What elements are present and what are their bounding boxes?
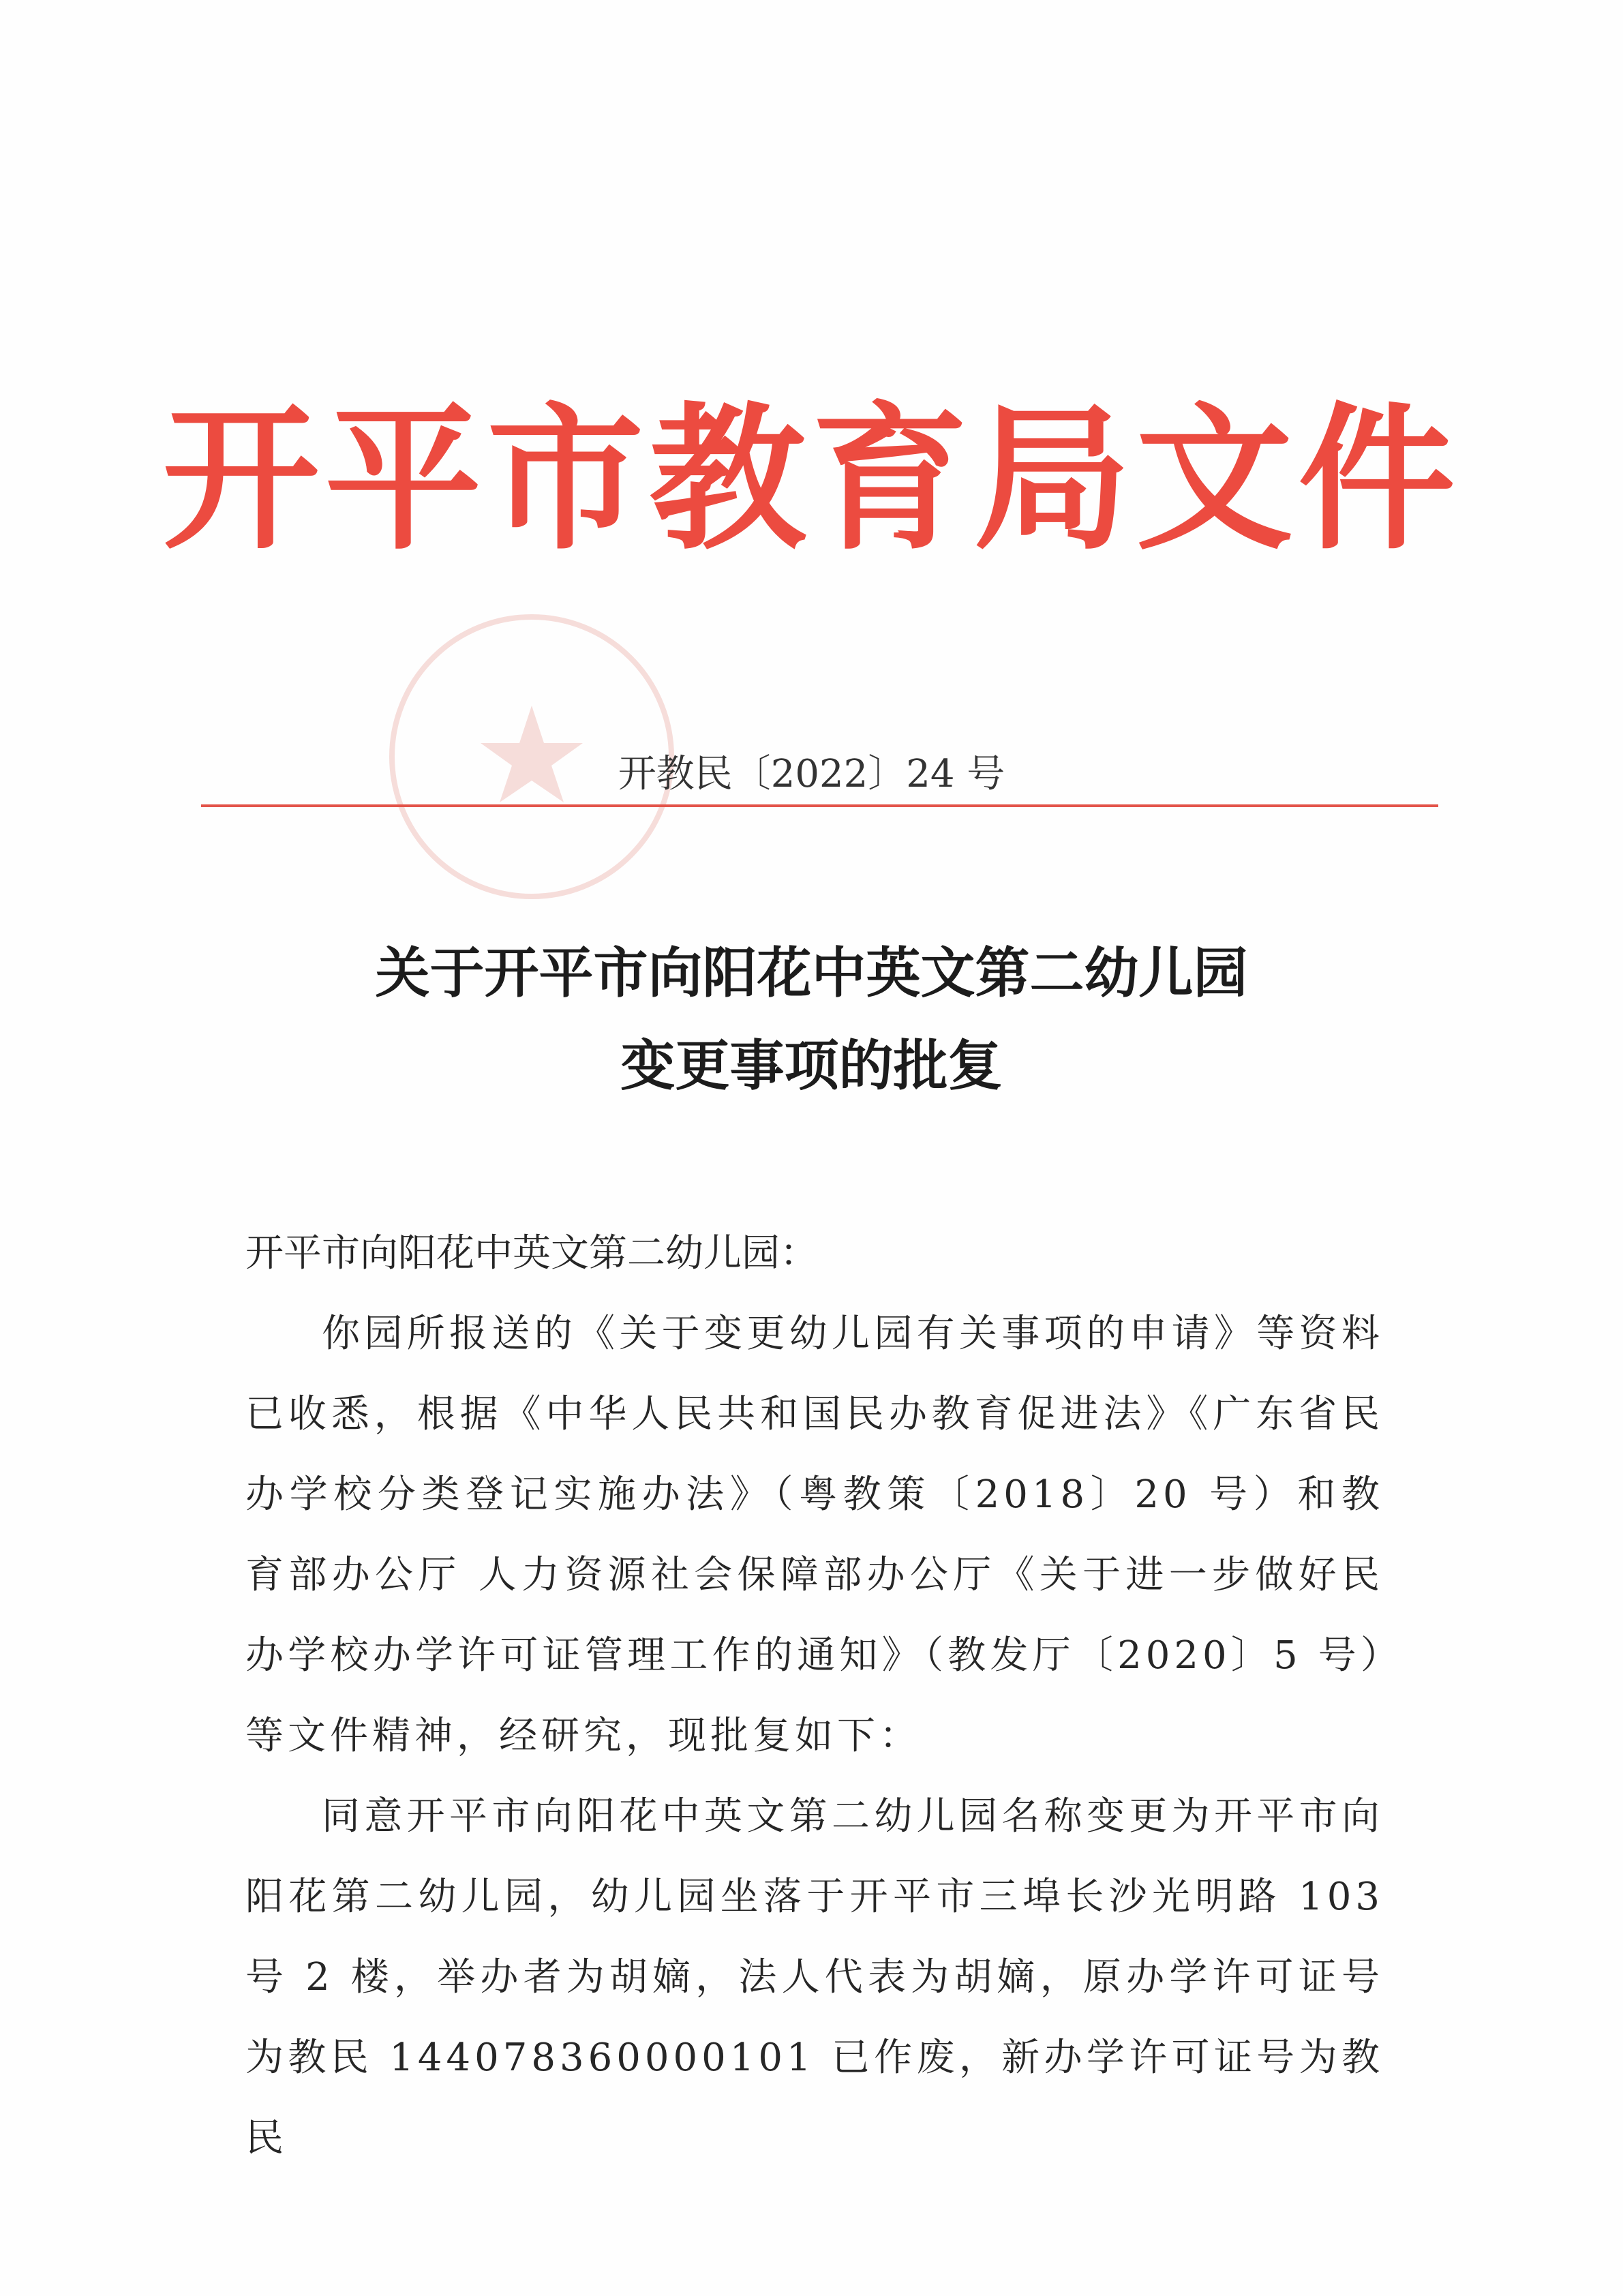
title-line-2: 变更事项的批复	[620, 1034, 1003, 1098]
salutation: 开平市向阳花中英文第二幼儿园：	[245, 1231, 818, 1275]
document-title	[0, 927, 1623, 1113]
document-number: 开教民〔2022〕24 号	[618, 752, 1005, 796]
red-divider-line	[201, 804, 1438, 807]
body-paragraph-1: 你园所报送的《关于变更幼儿园有关事项的申请》等资料已收悉，根据《中华人民共和国民办教育促进法》《广东省民办学校分类登记实施办法》（粤教策〔2018〕20 号）和教育部办公厅 人力资源社会保障部办公厅《关于进一步做好民办学校办学许可证管理工作的通知》（教发厅〔2020〕5 号）等文件精神，经研究，现批复如下：	[245, 1312, 1384, 1758]
title-line-1: 关于开平市向阳花中英文第二幼儿园	[375, 941, 1248, 1005]
body-paragraph-2: 同意开平市向阳花中英文第二幼儿园名称变更为开平市向阳花第二幼儿园，幼儿园坐落于开平市三埠长沙光明路 103 号 2 楼，举办者为胡嫡，法人代表为胡嫡，原办学许可证号为教民 144078360000101 已作废，新办学许可证号为教民	[245, 1794, 1384, 2160]
document-body	[245, 1213, 1384, 2179]
masthead-title: 开平市教育局文件	[162, 389, 1461, 571]
